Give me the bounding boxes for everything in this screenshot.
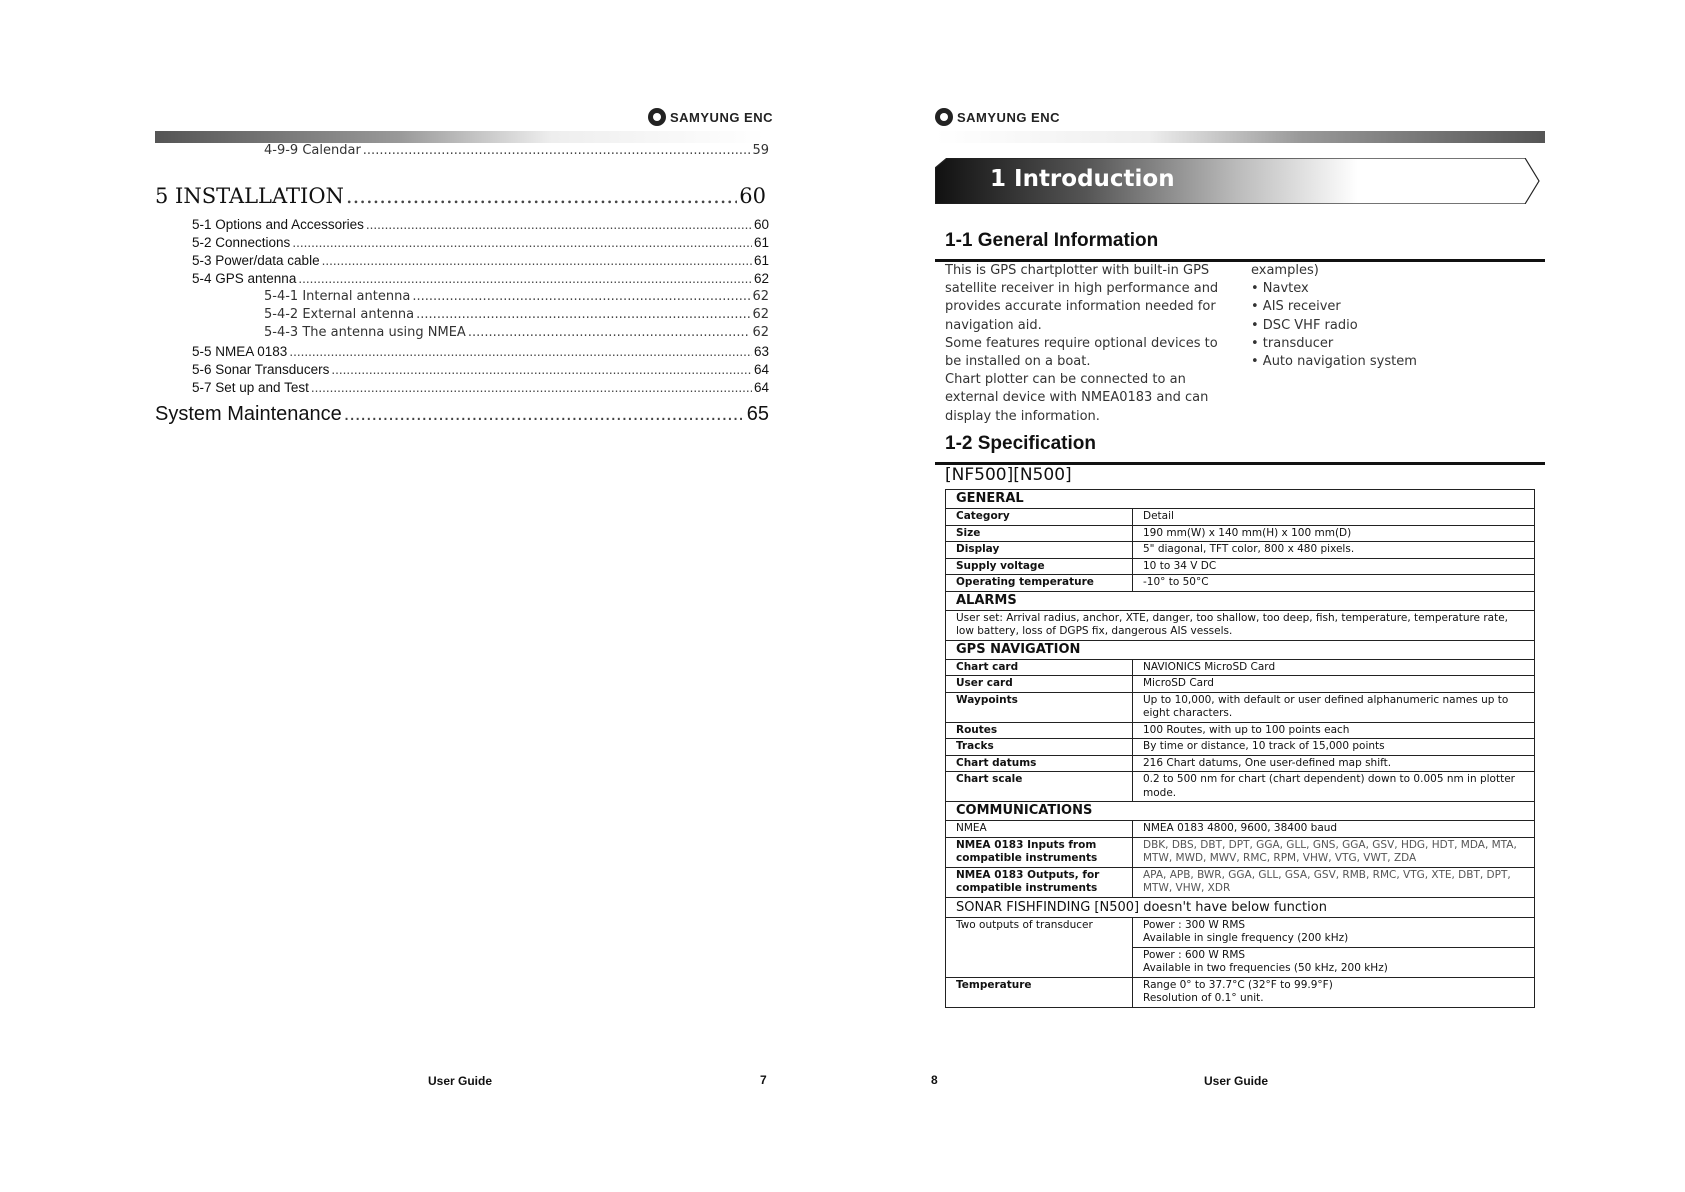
table-row: Chart card NAVIONICS MicroSD Card: [946, 659, 1535, 676]
samyung-logo-icon: [648, 108, 666, 126]
table-row: NMEA NMEA 0183 4800, 9600, 38400 baud: [946, 821, 1535, 838]
section-title-specification: 1-2 Specification: [945, 433, 1096, 454]
toc-entry[interactable]: 5 INSTALLATION ..... 60: [155, 184, 766, 208]
spec-section-sonar: SONAR FISHFINDING [N500] doesn't have below function: [946, 897, 1535, 917]
table-row: Power : 600 W RMS Available in two frequencies (50 kHz, 200 kHz): [946, 947, 1535, 977]
brand-logo: SAMYUNG ENC: [935, 108, 1060, 126]
examples-list: examples) • Navtex • AIS receiver • DSC VHF radio • transducer • Auto navigation system: [1251, 262, 1531, 371]
table-row: NMEA 0183 Inputs from compatible instruments DBK, DBS, DBT, DPT, GGA, GLL, GNS, GGA, GSV, HDG, HDT, MDA, MTA, MTW, MWD, MWV, RMC, RPM, VHW, VTG, VWT, ZDA: [946, 837, 1535, 867]
spec-section-general: GENERAL: [946, 490, 1535, 509]
table-row: Display 5" diagonal, TFT color, 800 x 480 pixels.: [946, 542, 1535, 559]
table-row: Routes 100 Routes, with up to 100 points each: [946, 722, 1535, 739]
toc-entry[interactable]: 5-2 Connections ..... 61: [192, 235, 769, 250]
list-item: • transducer: [1251, 335, 1334, 351]
toc-entry[interactable]: 5-3 Power/data cable ..... 61: [192, 253, 769, 268]
spec-section-communications: COMMUNICATIONS: [946, 802, 1535, 821]
table-row: Two outputs of transducer Power : 300 W RMS Available in single frequency (200 kHz): [946, 917, 1535, 947]
toc-entry[interactable]: 5-4-1 Internal antenna ..... 62: [264, 289, 769, 304]
footer-title-left: User Guide: [428, 1074, 493, 1088]
samyung-logo-icon: [935, 108, 953, 126]
model-labels: [NF500][N500]: [945, 465, 1072, 485]
header-bar-left: [155, 131, 765, 143]
brand-logo: SAMYUNG ENC: [648, 108, 773, 126]
spec-section-alarms: ALARMS: [946, 591, 1535, 610]
table-row: User card MicroSD Card: [946, 676, 1535, 693]
toc-entry[interactable]: 5-4-3 The antenna using NMEA ..... 62: [264, 325, 769, 340]
spec-section-gps: GPS NAVIGATION: [946, 640, 1535, 659]
table-row: Waypoints Up to 10,000, with default or user defined alphanumeric names up to eight characters.: [946, 692, 1535, 722]
page-number-right: 8: [931, 1073, 938, 1087]
chapter-banner: [935, 158, 1540, 204]
chapter-title: 1 Introduction: [990, 166, 1175, 192]
table-row: Chart scale 0.2 to 500 nm for chart (chart dependent) down to 0.005 nm in plotter mode.: [946, 772, 1535, 802]
table-row: Temperature Range 0° to 37.7°C (32°F to 99.9°F) Resolution of 0.1° unit.: [946, 977, 1535, 1007]
page-number-left: 7: [760, 1073, 767, 1087]
table-row: Size 190 mm(W) x 140 mm(H) x 100 mm(D): [946, 525, 1535, 542]
list-item: • AIS receiver: [1251, 299, 1341, 315]
toc-entry[interactable]: 5-5 NMEA 0183 ..... 63: [192, 344, 769, 359]
toc-entry[interactable]: 5-6 Sonar Transducers ..... 64: [192, 362, 769, 377]
table-row: Chart datums 216 Chart datums, One user-defined map shift.: [946, 755, 1535, 772]
table-row: Operating temperature -10° to 50°C: [946, 575, 1535, 592]
toc-entry[interactable]: 5-1 Options and Accessories ..... 60: [192, 217, 769, 232]
header-bar-right: [935, 131, 1545, 143]
section-title-general-info: 1-1 General Information: [945, 230, 1159, 251]
toc-entry[interactable]: 4-9-9 Calendar ..... 59: [264, 143, 769, 158]
toc-entry[interactable]: 5-4-2 External antenna ..... 62: [264, 307, 769, 322]
table-row: Tracks By time or distance, 10 track of 15,000 points: [946, 739, 1535, 756]
list-item: • DSC VHF radio: [1251, 317, 1358, 333]
intro-paragraph: This is GPS chartplotter with built-in GPS satellite receiver in high performance and provides accurate information needed for navigation aid. Some features require optional devices to be installed on a boat. Chart plotter can be connected to an external device with NMEA0183 and can display the information.: [945, 263, 1219, 424]
table-row: NMEA 0183 Outputs, for compatible instruments APA, APB, BWR, GGA, GLL, GSA, GSV, RMB, RMC, VTG, XTE, DBT, DPT, MTW, VHW, XDR: [946, 867, 1535, 897]
toc-entry[interactable]: 5-7 Set up and Test ..... 64: [192, 380, 769, 395]
footer-title-right: User Guide: [1204, 1074, 1269, 1088]
table-row: Category Detail: [946, 509, 1535, 526]
list-item: • Auto navigation system: [1251, 354, 1417, 370]
list-item: • Navtex: [1251, 281, 1309, 297]
toc-entry[interactable]: 5-4 GPS antenna ..... 62: [192, 271, 769, 286]
toc-entry[interactable]: System Maintenance ..... 65: [155, 403, 769, 426]
table-row: Supply voltage 10 to 34 V DC: [946, 558, 1535, 575]
table-row: User set: Arrival radius, anchor, XTE, danger, too shallow, too deep, fish, temperature, temperature rate, low battery, loss of DGPS fix, dangerous AIS vessels.: [946, 610, 1535, 640]
spec-table: [945, 489, 1535, 1008]
